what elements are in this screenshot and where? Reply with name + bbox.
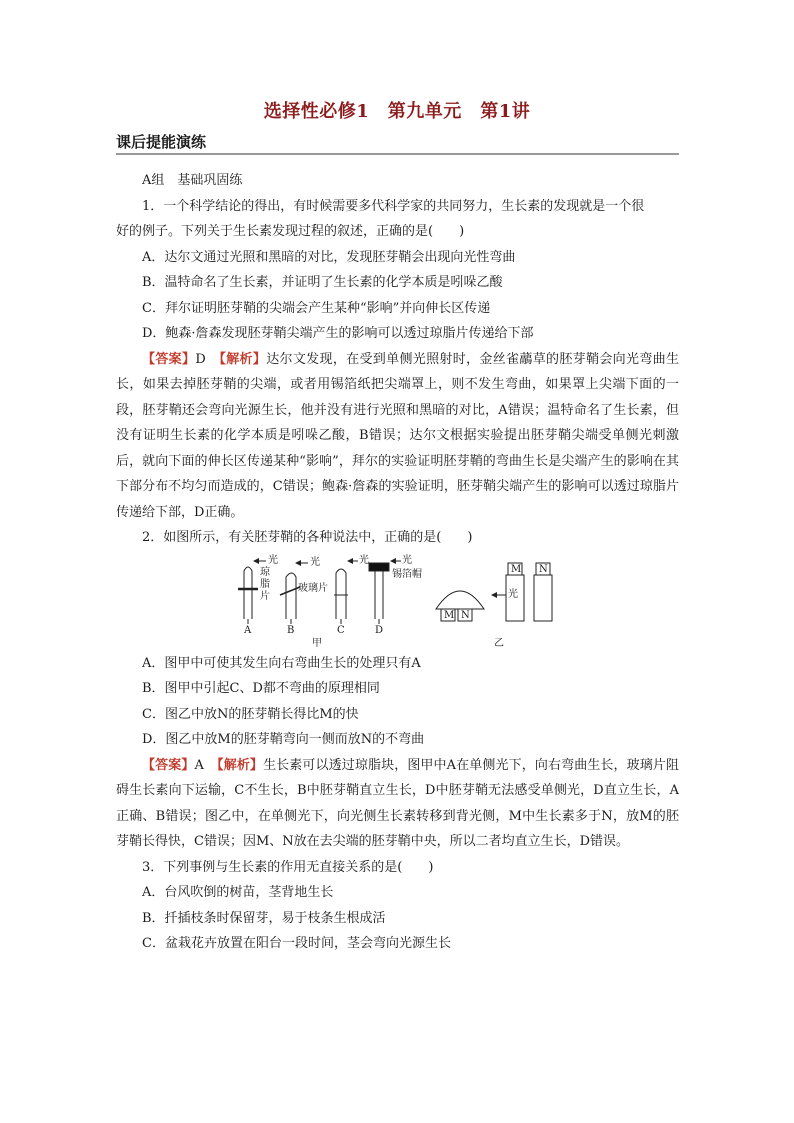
answer-tag: 【答案】 [142, 757, 195, 773]
q3-option-a: A．台风吹倒的树苗，茎背地生长 [142, 885, 334, 900]
coleoptile-c [334, 569, 348, 624]
q2-option-a: A．图甲中可使其发生向右弯曲生长的处理只有A [142, 655, 421, 671]
q2-answer [116, 753, 679, 855]
answer-value: A [194, 757, 218, 773]
label-light-a: 光 [268, 554, 278, 566]
page-title: 选择性必修1 第九单元 第1讲 [263, 101, 531, 122]
q2-option-b: B．图甲中引起C、D都不弯曲的原理相同 [142, 681, 380, 696]
q1-option-d: D．鲍森·詹森发现胚芽鞘尖端产生的影响可以透过琼脂片传递给下部 [142, 326, 534, 341]
q3-option-b: B．扦插枝条时保留芽，易于枝条生根成活 [142, 910, 386, 926]
label-light-b: 光 [310, 556, 320, 568]
label-jia: 甲 [312, 637, 322, 649]
label-light-c: 光 [359, 554, 369, 566]
label-yi: 乙 [494, 637, 504, 649]
answer-tag: 【答案】 [142, 351, 196, 367]
label-letter-a: A [244, 624, 252, 636]
label-glass: 玻璃片 [298, 582, 328, 594]
analysis-tag: 【解析】 [219, 351, 267, 367]
label-letter-b: B [287, 624, 295, 636]
q2-option-d: D．图乙中放M的胚芽鞘弯向一侧而放N的不弯曲 [142, 732, 425, 747]
analysis-text: 达尔文发现，在受到单侧光照射时，金丝雀虉草的胚芽鞘会向光弯曲生长，如果去掉胚芽鞘的尖端，或者用锡箔纸把尖端罩上，则不发生弯曲，如果罩上尖端下面的一段，胚芽鞘还会弯向光源生长，他并没有进行光照和黑暗的对比，A错误；温特命名了生长素，但没有证明生长素的化学本质是吲哚乙酸，B错误；达尔文根据实验提出胚芽鞘尖端受单侧光刺激后，就向下面的伸长区传递某种“影响”，拜尔的实验证明胚芽鞘的弯曲生长是尖端产生的影响在其下部分布不均匀而造成的，C错误；鲍森·詹森的实验证明，胚芽鞘尖端产生的影响可以透过琼脂片传递给下部，D正确。 [116, 351, 679, 520]
label-light-yi: 光 [508, 588, 518, 600]
label-letter-d: D [375, 624, 384, 636]
section-title: 课后提能演练 [116, 133, 207, 151]
q1-stem-line1: 1．一个科学结论的得出，有时候需要多代科学家的共同努力，生长素的发现就是一个很 [142, 198, 645, 214]
label-light-d: 光 [402, 554, 412, 566]
analysis-text: 生长素可以透过琼脂块，图甲中A在单侧光下，向右弯曲生长，玻璃片阻碍生长素向下运输，C不生长，B中胚芽鞘直立生长，D中胚芽鞘无法感受单侧光，D直立生长，A正确、B错误；图乙中，在单侧光下，向光侧生长素转移到背光侧，M中生长素多于N，放M的胚芽鞘长得快，C错误；因M、N放在去尖端的胚芽鞘中央，所以二者均直立生长，D错误。 [116, 757, 679, 849]
header-divider [116, 153, 679, 155]
q1-option-b: B．温特命名了生长素，并证明了生长素的化学本质是吲哚乙酸 [142, 275, 503, 290]
coleoptile-b [280, 573, 300, 624]
q1-stem-line2: 好的例子。下列关于生长素发现过程的叙述，正确的是( ) [116, 224, 465, 239]
label-n-top: N [539, 563, 548, 575]
analysis-tag: 【解析】 [217, 757, 264, 773]
q3-option-c: C．盆栽花卉放置在阳台一段时间，茎会弯向光源生长 [142, 936, 451, 951]
document-body [116, 168, 679, 957]
coleoptile-a [238, 567, 258, 624]
label-letter-c: C [337, 624, 345, 636]
q2-option-c: C．图乙中放N的胚芽鞘长得比M的快 [142, 706, 359, 722]
q1-option-c: C．拜尔证明胚芽鞘的尖端会产生某种“影响”并向伸长区传递 [142, 300, 491, 316]
label-m-top: M [511, 563, 522, 575]
label-n-block: N [461, 609, 470, 621]
q3-stem: 3．下列事例与生长素的作用无直接关系的是( ) [142, 859, 434, 875]
label-agar-1: 琼 [260, 566, 270, 578]
q2-stem: 2．如图所示，有关胚芽鞘的各种说法中，正确的是( ) [142, 530, 473, 545]
label-agar-3: 片 [260, 590, 270, 602]
label-foil: 锡箔帽 [392, 568, 422, 580]
group-heading: A组 基础巩固练 [142, 173, 243, 188]
q1-option-a: A．达尔文通过光照和黑暗的对比，发现胚芽鞘会出现向光性弯曲 [142, 249, 516, 265]
q2-figure [116, 551, 679, 651]
label-m-block: M [444, 609, 455, 621]
coleoptile-d [369, 563, 389, 624]
label-agar-2: 脂 [260, 578, 270, 590]
answer-value: D [195, 351, 220, 367]
q1-answer [116, 347, 679, 526]
